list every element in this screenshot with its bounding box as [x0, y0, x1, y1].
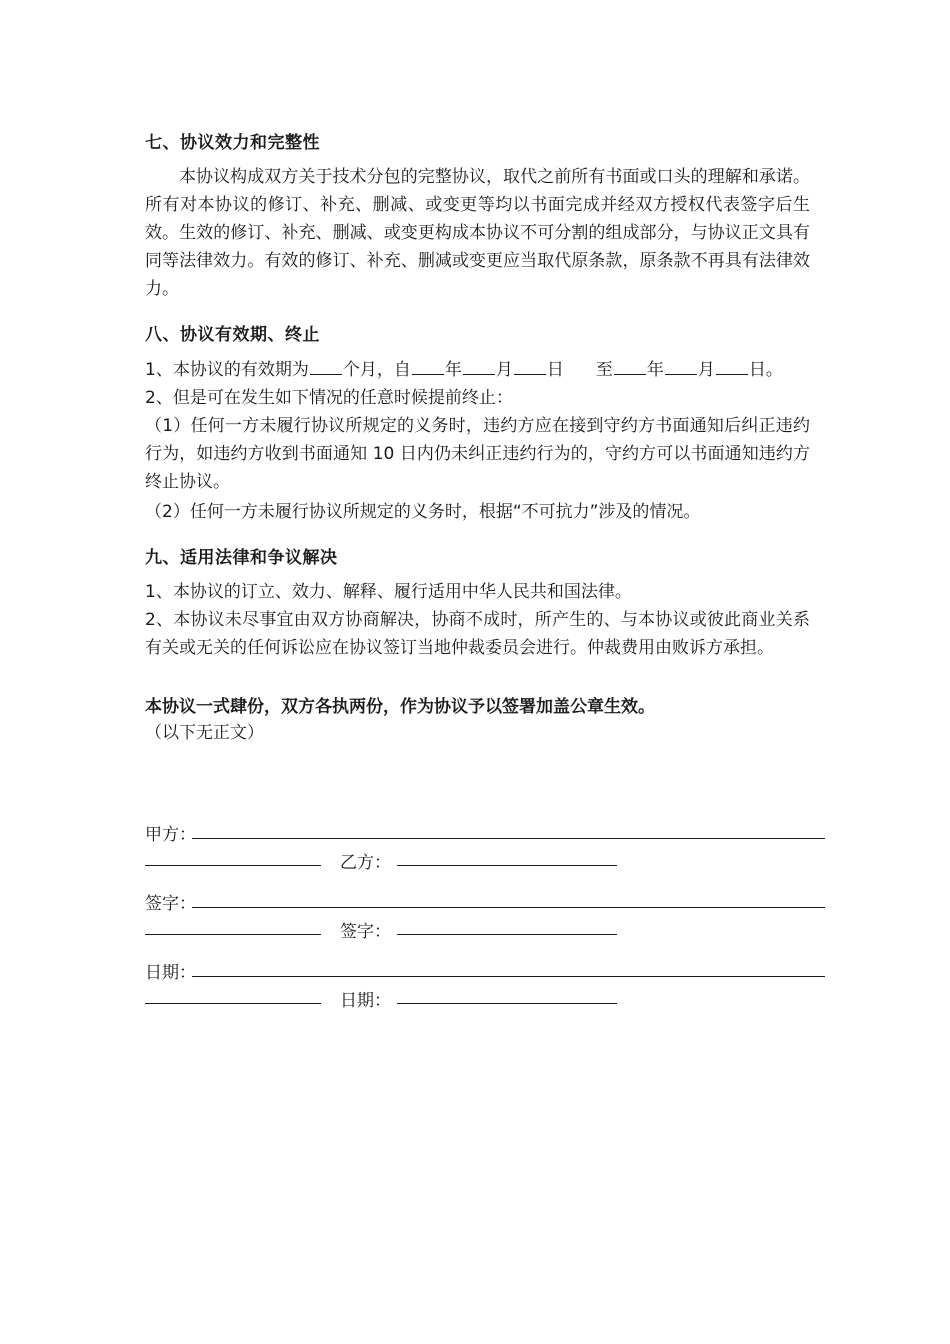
- months-blank: [310, 358, 342, 375]
- section-9-heading: 九、适用法律和争议解决: [145, 548, 338, 568]
- date-a-label: 日期：: [145, 963, 196, 983]
- end-day-blank: [716, 358, 748, 375]
- termination-sub-1: （1）任何一方未履行协议所规定的义务时，违约方应在接到守约方书面通知后纠正违约行为，如违约方收到书面通知 10 日内仍未纠正违约行为的，守约方可以书面通知违约方终止协议。: [145, 416, 810, 492]
- end-month-blank: [665, 358, 697, 375]
- party-a-line: [192, 838, 825, 839]
- date-b-line: [397, 1003, 617, 1004]
- party-b-label: 乙方：: [340, 853, 391, 873]
- end-year-blank: [614, 358, 646, 375]
- signature-b-line: [397, 934, 617, 935]
- section-8-heading: 八、协议有效期、终止: [145, 325, 320, 345]
- termination-sub-2: （2）任何一方未履行协议所规定的义务时，根据“不可抗力”涉及的情况。: [145, 502, 701, 522]
- signature-a-line: [192, 907, 825, 908]
- term-month2: 月: [697, 360, 715, 380]
- date-b-label: 日期：: [340, 991, 391, 1011]
- section-7-heading: 七、协议效力和完整性: [145, 133, 320, 153]
- term-day2: 日。: [748, 360, 783, 380]
- law-clause-1: 1、本协议的订立、效力、解释、履行适用中华人民共和国法律。: [145, 582, 632, 602]
- term-day1: 日: [546, 360, 564, 380]
- term-prefix: 1、本协议的有效期为: [145, 360, 309, 380]
- party-a-label: 甲方：: [145, 825, 196, 845]
- signature-b-label: 签字：: [340, 922, 391, 942]
- signature-a-line-continued: [145, 934, 321, 935]
- party-a-line-continued: [145, 865, 321, 866]
- term-months-text: 个月，自: [342, 360, 411, 380]
- party-b-line: [397, 865, 617, 866]
- start-day-blank: [514, 358, 546, 375]
- term-year1: 年: [444, 360, 462, 380]
- term-to: 至: [595, 360, 613, 380]
- term-year2: 年: [646, 360, 664, 380]
- date-a-line: [192, 976, 825, 977]
- signature-a-label: 签字：: [145, 894, 196, 914]
- term-clause: [145, 358, 783, 382]
- start-month-blank: [463, 358, 495, 375]
- law-clause-2: 2、本协议未尽事宜由双方协商解决，协商不成时，所产生的、与本协议或彼此商业关系有关或无关的任何诉讼应在协议签订当地仲裁委员会进行。仲裁费用由败诉方承担。: [145, 610, 810, 658]
- term-month1: 月: [495, 360, 513, 380]
- date-a-line-continued: [145, 1003, 321, 1004]
- section-7-body: 本协议构成双方关于技术分包的完整协议，取代之前所有书面或口头的理解和承诺。所有对本协议的修订、补充、删减、或变更等均以书面完成并经双方授权代表签字后生效。生效的修订、补充、删减、或变更构成本协议不可分割的组成部分，与协议正文具有同等法律效力。有效的修订、补充、删减或变更应当取代原条款，原条款不再具有法律效力。: [145, 167, 810, 299]
- end-of-text-note: （以下无正文）: [145, 723, 264, 743]
- copies-statement: 本协议一式肆份，双方各执两份，作为协议予以签署加盖公章生效。: [145, 697, 655, 717]
- termination-intro: 2、但是可在发生如下情况的任意时候提前终止：: [145, 388, 513, 408]
- start-year-blank: [412, 358, 444, 375]
